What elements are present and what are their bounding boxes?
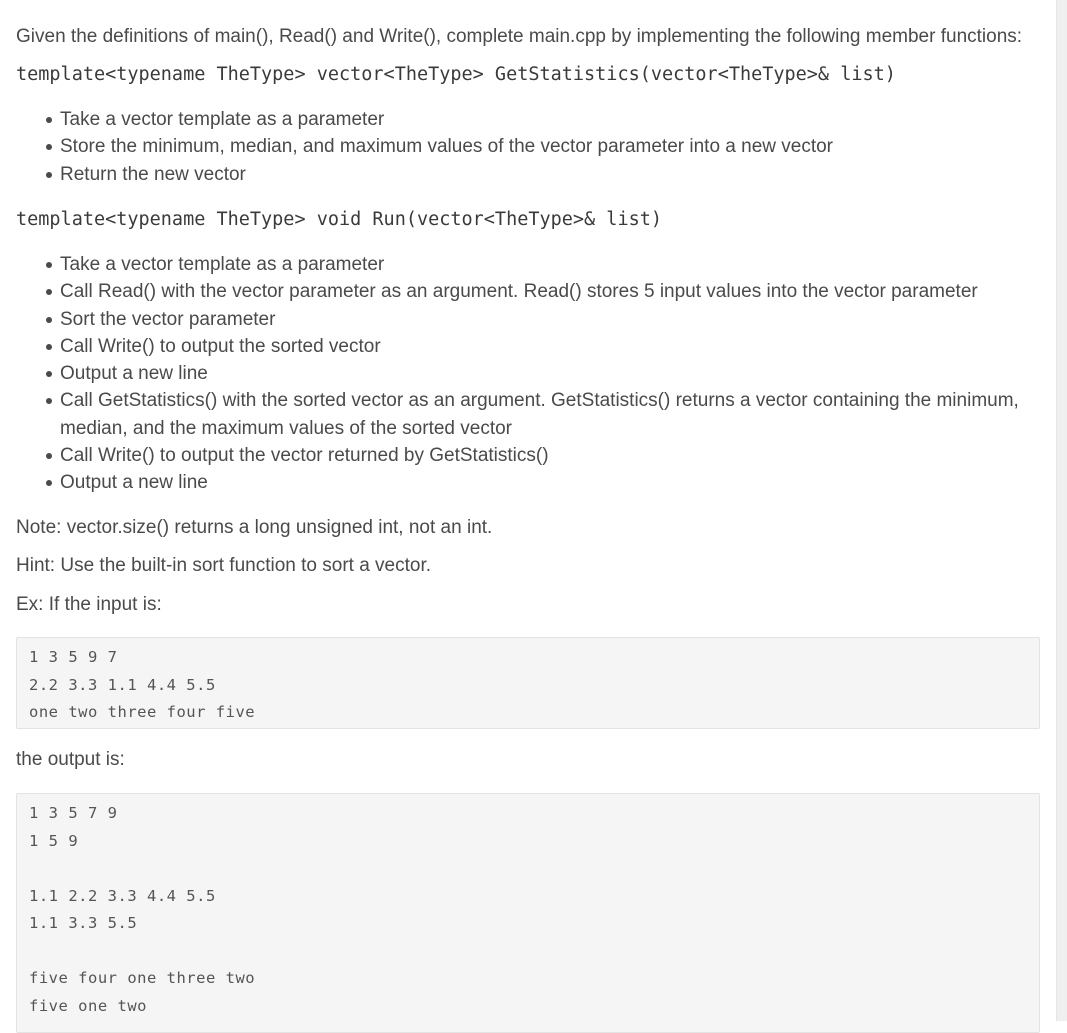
output-line: 1 5 9 [29, 831, 79, 850]
input-line: 1 3 5 9 7 [29, 648, 118, 666]
input-line: 2.2 3.3 1.1 4.4 5.5 [29, 675, 216, 694]
list-item: Return the new vector [60, 161, 1060, 188]
output-line [29, 938, 1027, 966]
list-item: Call GetStatistics() with the sorted vector as an argument. GetStatistics() returns a vector containing the minimum, median, and the maximum values of the sorted vector [60, 387, 1060, 442]
output-label: the output is: [16, 749, 125, 770]
list-item: Output a new line [60, 469, 1060, 496]
list-item: Sort the vector parameter [60, 306, 1060, 333]
get-statistics-signature: template<typename TheType> vector<TheType> GetStatistics(vector<TheType>& list) [16, 64, 896, 85]
input-line: one two three four five [29, 703, 256, 721]
run-signature: template<typename TheType> void Run(vector<TheType>& list) [16, 209, 663, 230]
example-input-box [16, 637, 1040, 729]
output-line: five four one three two [29, 969, 256, 987]
example-output-box [16, 793, 1040, 1033]
list-item: Store the minimum, median, and maximum values of the vector parameter into a new vector [60, 133, 1060, 160]
output-line [29, 855, 1027, 883]
vertical-scrollbar[interactable] [1056, 0, 1067, 1021]
output-line: five one two [29, 996, 147, 1015]
note-text: Note: vector.size() returns a long unsigned int, not an int. [16, 517, 493, 538]
list-item: Call Write() to output the sorted vector [60, 333, 1060, 360]
intro-text: Given the definitions of main(), Read() and Write(), complete main.cpp by implementing the following member functions: [16, 26, 1023, 47]
example-label: Ex: If the input is: [16, 594, 162, 615]
output-line: 1.1 3.3 5.5 [29, 914, 138, 932]
list-item: Call Read() with the vector parameter as an argument. Read() stores 5 input values into the vector parameter [60, 278, 1060, 305]
list-item: Call Write() to output the vector returned by GetStatistics() [60, 442, 1060, 469]
output-line: 1.1 2.2 3.3 4.4 5.5 [29, 886, 216, 905]
output-line: 1 3 5 7 9 [29, 804, 118, 822]
run-requirements [16, 251, 1060, 497]
list-item: Take a vector template as a parameter [60, 251, 1060, 278]
list-item: Take a vector template as a parameter [60, 106, 1060, 133]
hint-text: Hint: Use the built-in sort function to sort a vector. [16, 555, 432, 576]
list-item: Output a new line [60, 360, 1060, 387]
get-statistics-requirements [16, 106, 1060, 188]
